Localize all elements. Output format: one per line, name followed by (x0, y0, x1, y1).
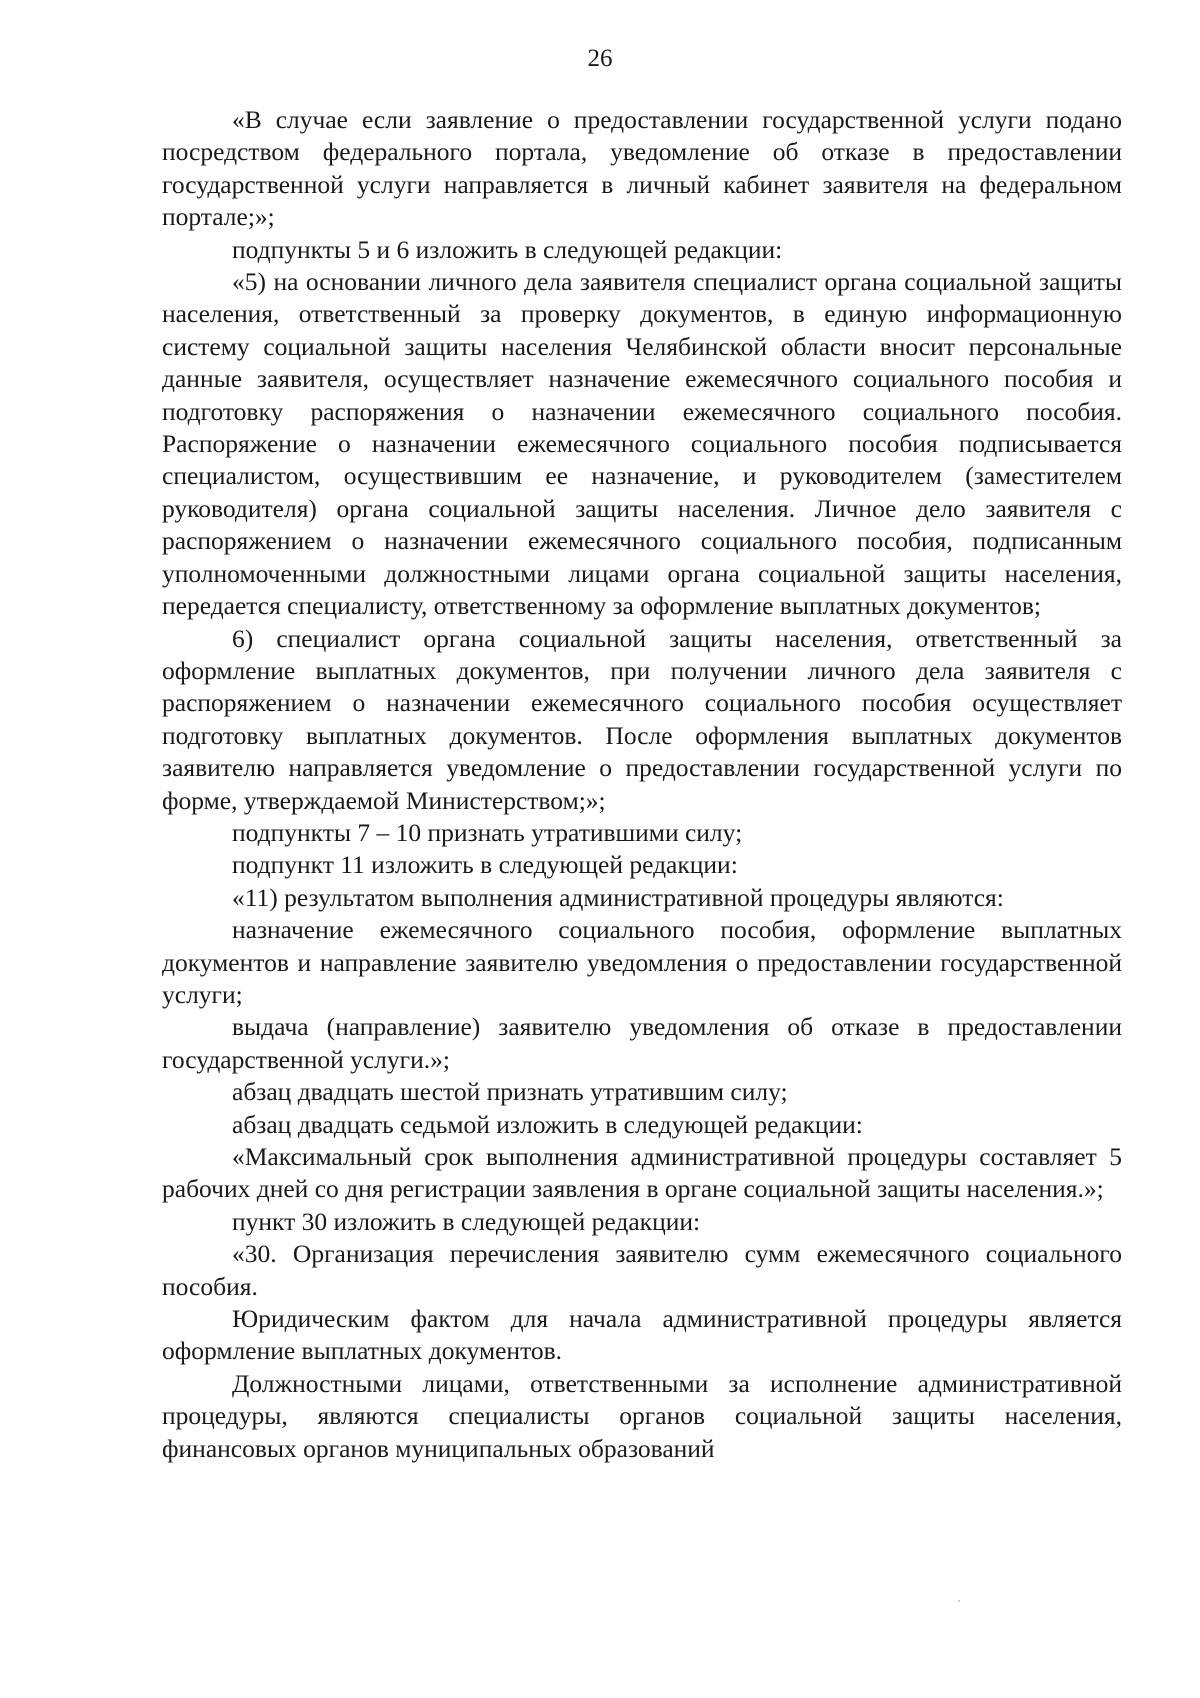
paragraph: пункт 30 изложить в следующей редакции: (232, 1206, 701, 1236)
paragraph: «Максимальный срок выполнения административной процедуры составляет 5 рабочих дней со дня регистрации заявления в органе социальной защиты населения.»; (162, 1142, 1122, 1204)
page-number: 26 (587, 45, 613, 72)
scan-speck (958, 1600, 960, 1602)
paragraph: назначение ежемесячного социального пособия, оформление выплатных документов и направление заявителю уведомления о предоставлении государственной услуги; (162, 915, 1122, 1009)
paragraph: подпункт 11 изложить в следующей редакции: (232, 850, 738, 880)
paragraph: абзац двадцать шестой признать утратившим силу; (232, 1077, 788, 1107)
paragraph: «В случае если заявление о предоставлении государственной услуги подано посредством федерального портала, уведомление об отказе в предоставлении государственной услуги направляется в личный кабинет заявителя на федеральном портале;»; (162, 105, 1122, 232)
paragraph: «5) на основании личного дела заявителя специалист органа социальной защиты населения, ответственный за проверку документов, в единую информационную систему социальной защиты населения Челябинской области вносит персональные данные заявителя, осуществляет назначение ежемесячного социального пособия и подготовку распоряжения о назначении ежемесячного социального пособия. Распоряжение о назначении ежемесячного социального пособия подписывается специалистом, осуществившим ее назначение, и руководителем (заместителем руководителя) органа социальной защиты населения. Личное дело заявителя с распоряжением о назначении ежемесячного социального пособия, подписанным уполномоченными должностными лицами органа социальной защиты населения, передается специалисту, ответственному за оформление выплатных документов; (162, 267, 1122, 621)
paragraph: абзац двадцать седьмой изложить в следующей редакции: (232, 1109, 863, 1139)
paragraph: «11) результатом выполнения административной процедуры являются: (232, 882, 1004, 912)
paragraph: подпункты 7 – 10 признать утратившими силу; (232, 817, 743, 847)
paragraph: Юридическим фактом для начала административной процедуры является оформление выплатных документов. (162, 1304, 1122, 1366)
paragraph: Должностными лицами, ответственными за исполнение административной процедуры, являются специалисты органов социальной защиты населения, финансовых органов муниципальных образований (162, 1368, 1122, 1463)
paragraph: 6) специалист органа социальной защиты населения, ответственный за оформление выплатных документов, при получении личного дела заявителя с распоряжением о назначении ежемесячного социального пособия осуществляет подготовку выплатных документов. После оформления выплатных документов заявителю направляется уведомление о предоставлении государственной услуги по форме, утверждаемой Министерством;»; (162, 623, 1122, 815)
paragraph: «30. Организация перечисления заявителю сумм ежемесячного социального пособия. (162, 1239, 1122, 1301)
paragraph: подпункты 5 и 6 изложить в следующей редакции: (232, 234, 783, 264)
document-body (162, 104, 1122, 1465)
paragraph: выдача (направление) заявителю уведомления об отказе в предоставлении государственной услуги.»; (162, 1012, 1122, 1074)
